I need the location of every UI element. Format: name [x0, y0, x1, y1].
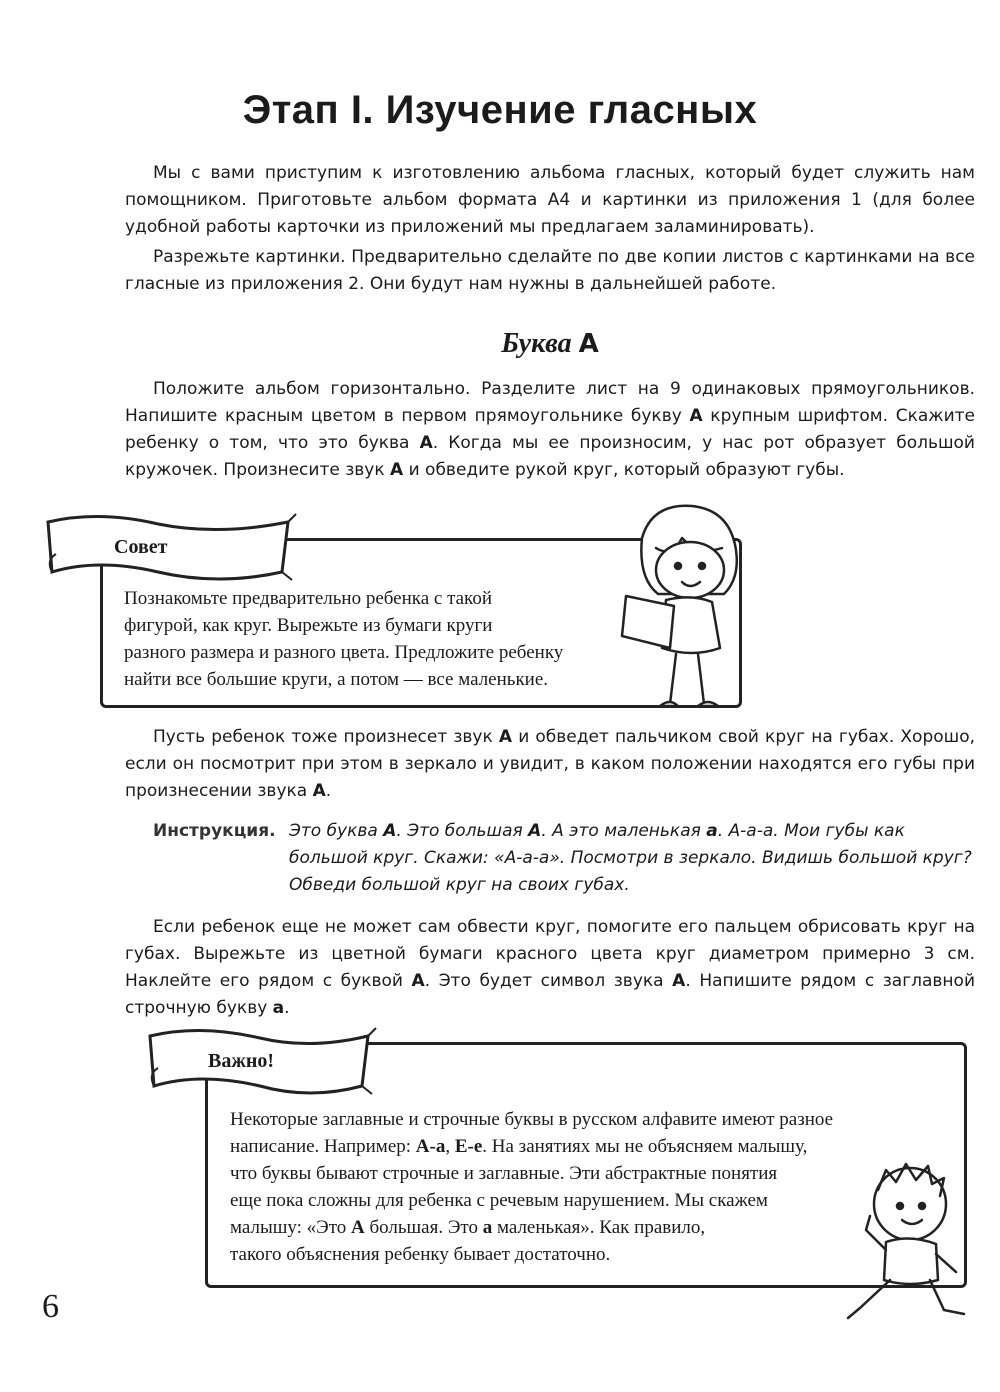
section-paragraph: Положите альбом горизонтально. Разделите лист на 9 одинаковых прямоугольников. Напишите красным цветом в первом прямоугольнике букву А крупным шрифтом. Скажите ребенку о том, что это буква А. Когда мы ее произносим, у нас рот образует большой кружочек. Произнесите звук А и обведите рукой круг, который образуют губы.	[125, 379, 975, 480]
mirror-paragraph: Пусть ребенок тоже произнесет звук А и обведет пальчиком свой круг на губах. Хорошо, если он посмотрит при этом в зеркало и увидит, в каком положении находятся его губы при произнесении звука А.	[125, 727, 975, 801]
section-title: Буква А	[501, 328, 599, 359]
boy-illustration	[840, 1150, 980, 1330]
advice-banner	[38, 510, 298, 590]
instruction-text: Это буква А. Это большая А. А это маленькая а. А-а-а. Мои губы как большой круг. Скажи: «А-а-а». Посмотри в зеркало. Видишь большой круг? Обведи большой круг на своих губах.	[289, 821, 972, 895]
important-label: Важно!	[208, 1050, 275, 1072]
advice-label: Совет	[114, 536, 168, 558]
page-number: 6	[42, 1288, 59, 1325]
intro-paragraph-2: Разрежьте картинки. Предварительно сделайте по две копии листов с картинками на все гласные из приложения 2. Они будут нам нужны в дальнейшей работе.	[125, 247, 975, 294]
instruction-label: Инструкция.	[153, 821, 276, 841]
page-title: Этап I. Изучение гласных	[242, 88, 758, 132]
circle-paragraph: Если ребенок еще не может сам обвести круг, помогите его пальцем обрисовать круг на губах. Вырежьте из цветной бумаги красного цвета круг диаметром примерно 3 см. Наклейте его рядом с буквой А. Это будет символ звука А. Напишите рядом с заглавной строчную букву а.	[125, 917, 976, 1018]
important-text: Некоторые заглавные и строчные буквы в русском алфавите имеют разное написание. Например: А-а, Е-е. На занятиях мы не объясняем малышу, что буквы бывают строчные и заглавные. Эти абстрактные понятия еще пока сложны для ребенка с речевым нарушением. Мы скажем малышу: «Это А большая. Это а маленькая». Как правило, такого объяснения ребенку бывает достаточно.	[230, 1109, 834, 1265]
advice-text: Познакомьте предварительно ребенка с такой фигурой, как круг. Вырежьте из бумаги круги разного размера и разного цвета. Предложите ребенку найти все большие круги, а потом — все маленькие.	[124, 588, 564, 690]
girl-illustration	[612, 498, 772, 718]
intro-paragraph-1: Мы с вами приступим к изготовлению альбома гласных, который будет служить нам помощником. Приготовьте альбом формата А4 и картинки из приложения 1 (для более удобной работы карточки из приложений мы предлагаем заламинировать).	[125, 163, 975, 237]
